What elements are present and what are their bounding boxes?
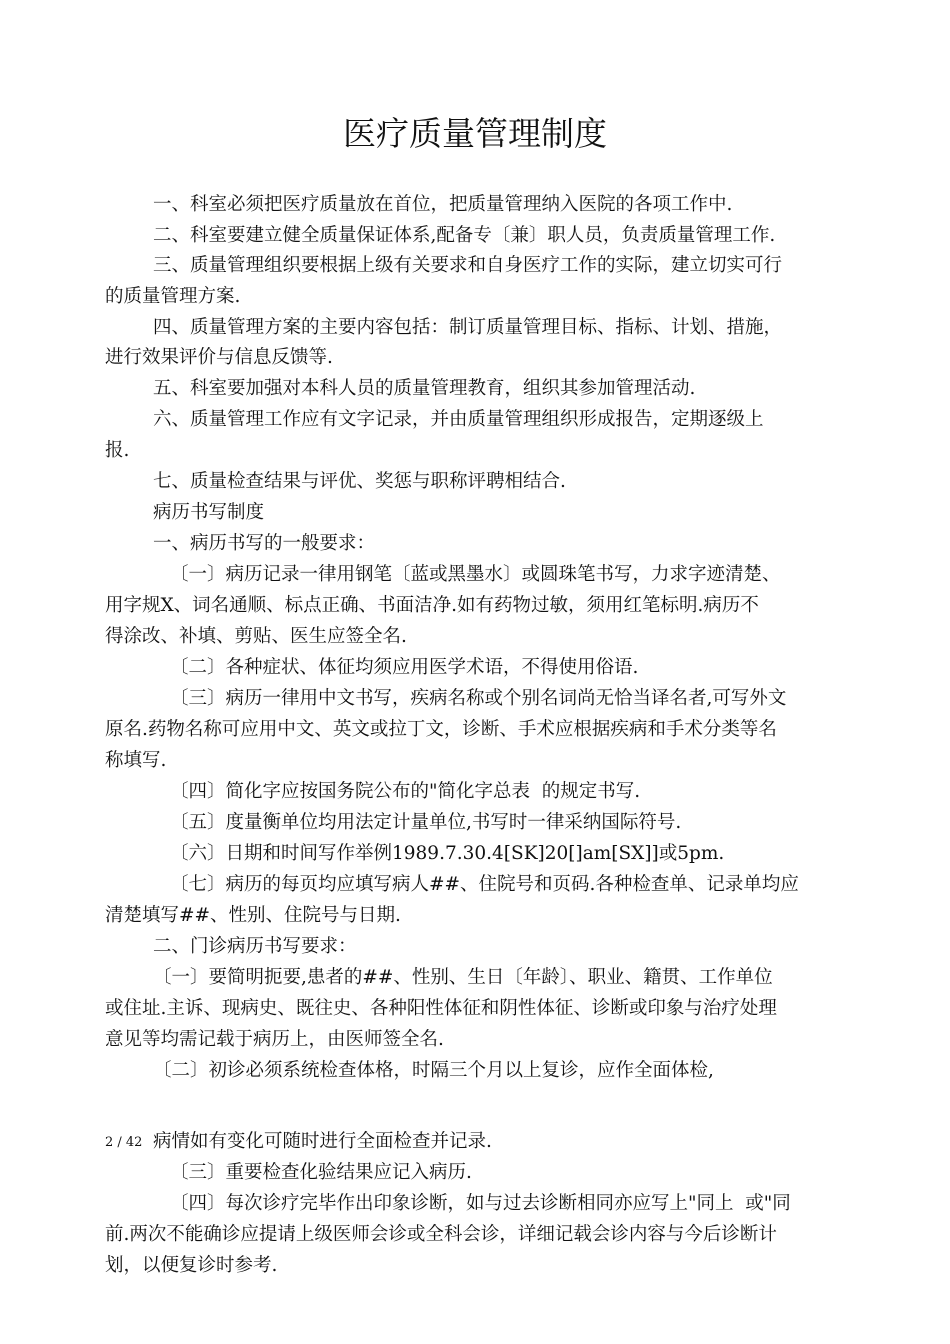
page-title: 医疗质量管理制度 [343, 114, 607, 153]
text-line: 〔二〕初诊必须系统检查体格，时隔三个月以上复诊，应作全面体检, [153, 1060, 714, 1081]
text-line: 原名.药物名称可应用中文、英文或拉丁文，诊断、手术应根据疾病和手术分类等名 [105, 719, 777, 740]
text-line: 四、质量管理方案的主要内容包括：制订质量管理目标、指标、计划、措施， [153, 317, 783, 338]
text-line: 〔二〕各种症状、体征均须应用医学术语，不得使用俗语. [170, 657, 639, 678]
text-line: 〔三〕病历一律用中文书写，疾病名称或个别名词尚无恰当译名者,可写外文 [170, 688, 787, 709]
text-line: 或住址.主诉、现病史、既往史、各种阳性体征和阴性体征、诊断或印象与治疗处理 [105, 998, 777, 1019]
continuation-line: 病情如有变化可随时进行全面检查并记录. [153, 1131, 492, 1152]
page-number: 2 / 42 [105, 1135, 143, 1150]
text-line: 意见等均需记载于病历上，由医师签全名. [105, 1029, 444, 1050]
text-line: 七、质量检查结果与评优、奖惩与职称评聘相结合. [153, 471, 566, 492]
text-line: 〔七〕病历的每页均应填写病人##、住院号和页码.各种检查单、记录单均应 [170, 874, 799, 895]
text-line: 一、病历书写的一般要求： [153, 533, 376, 554]
text-line: 得涂改、补填、剪贴、医生应签全名. [105, 626, 407, 647]
text-line: 划，以便复诊时参考. [105, 1255, 278, 1276]
text-line: 病历书写制度 [153, 502, 265, 523]
text-line: 〔四〕每次诊疗完毕作出印象诊断，如与过去诊断相同亦应写上"同上 或"同 [170, 1193, 791, 1214]
text-line: 称填写. [105, 750, 167, 771]
text-line: 〔五〕度量衡单位均用法定计量单位,书写时一律采纳国际符号. [170, 812, 682, 833]
text-line: 进行效果评价与信息反馈等. [105, 347, 333, 368]
text-line: 二、科室要建立健全质量保证体系,配备专〔兼〕职人员，负责质量管理工作. [153, 225, 776, 246]
text-line: 的质量管理方案. [105, 286, 241, 307]
text-line: 三、质量管理组织要根据上级有关要求和自身医疗工作的实际，建立切实可行 [153, 255, 783, 276]
text-line: 〔三〕重要检查化验结果应记入病历. [170, 1162, 472, 1183]
text-line: 一、科室必须把医疗质量放在首位，把质量管理纳入医院的各项工作中. [153, 194, 733, 215]
text-line: 二、门诊病历书写要求： [153, 936, 357, 957]
text-line: 〔一〕病历记录一律用钢笔〔蓝或黑墨水〕或圆珠笔书写，力求字迹清楚、 [170, 564, 781, 585]
text-line: 清楚填写##、性别、住院号与日期. [105, 905, 401, 926]
text-line: 前.两次不能确诊应提请上级医师会诊或全科会诊，详细记载会诊内容与今后诊断计 [105, 1224, 777, 1245]
text-line: 〔六〕日期和时间写作举例1989.7.30.4[SK]20[]am[SX]]或5pm. [170, 843, 725, 864]
text-line: 用字规X、词名通顺、标点正确、书面洁净.如有药物过敏，须用红笔标明.病历不 [105, 595, 759, 616]
text-line: 五、科室要加强对本科人员的质量管理教育，组织其参加管理活动. [153, 378, 696, 399]
text-line: 六、质量管理工作应有文字记录，并由质量管理组织形成报告，定期逐级上 [153, 409, 764, 430]
text-line: 〔一〕要简明扼要,患者的##、性别、生日〔年龄〕、职业、籍贯、工作单位 [153, 967, 773, 988]
text-line: 报. [105, 440, 130, 461]
text-line: 〔四〕简化字应按国务院公布的"简化字总表 的规定书写. [170, 781, 641, 802]
